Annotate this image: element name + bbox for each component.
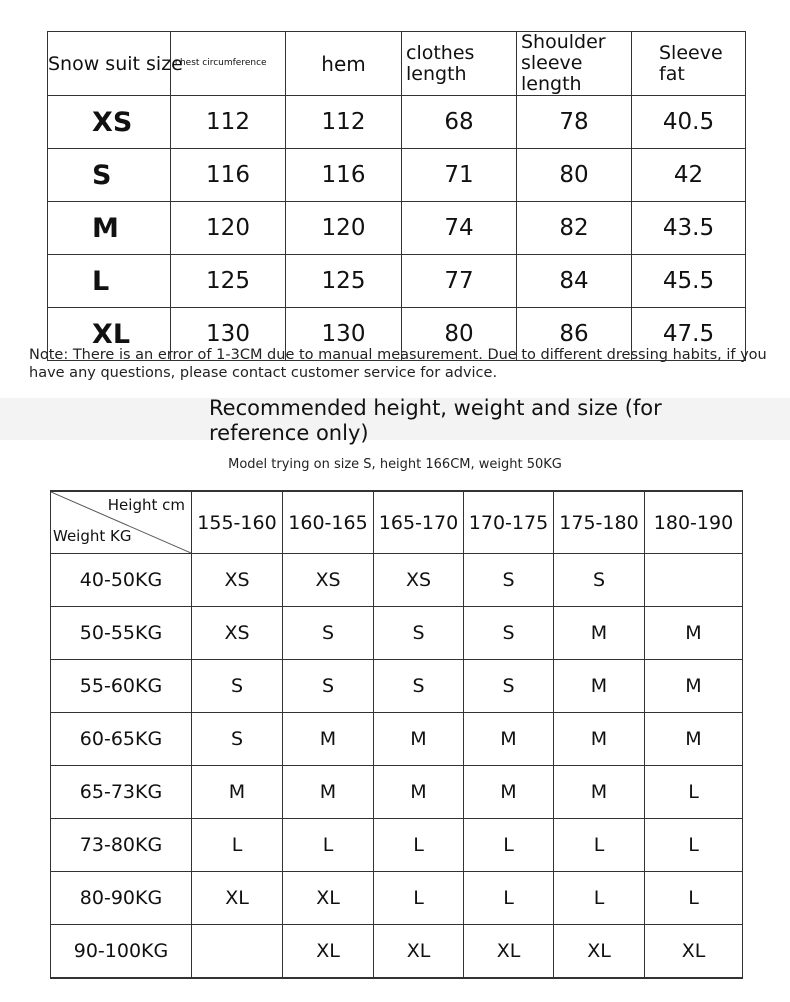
recommended-size-cell: L: [374, 872, 464, 925]
recommended-size-cell: XL: [464, 925, 554, 979]
measurement-cell: 116: [286, 149, 402, 202]
measurement-cell: 120: [171, 202, 286, 255]
weight-range-label: 73-80KG: [51, 819, 192, 872]
measurement-cell: 47.5: [632, 308, 746, 361]
header-chest: chest circumference: [171, 32, 286, 96]
height-range-header: 155-160: [192, 491, 283, 554]
recommended-size-cell: XS: [192, 607, 283, 660]
table-row: [51, 872, 743, 925]
size-label: XL: [48, 308, 171, 361]
recommended-size-cell: L: [464, 819, 554, 872]
recommended-size-cell: XS: [374, 554, 464, 607]
recommended-size-cell: M: [554, 660, 645, 713]
recommended-size-cell: M: [645, 713, 743, 766]
recommended-size-cell: M: [464, 713, 554, 766]
recommended-size-cell: L: [554, 819, 645, 872]
measurement-cell: 125: [171, 255, 286, 308]
table-row: [48, 202, 746, 255]
measurement-cell: 112: [286, 96, 402, 149]
recommended-size-cell: S: [374, 607, 464, 660]
recommended-size-cell: S: [283, 660, 374, 713]
size-label: M: [48, 202, 171, 255]
recommended-size-cell: S: [464, 607, 554, 660]
weight-range-label: 80-90KG: [51, 872, 192, 925]
corner-height-label: Height cm: [107, 496, 185, 514]
recommended-size-cell: S: [283, 607, 374, 660]
recommended-size-cell: XL: [645, 925, 743, 979]
table-row: [51, 660, 743, 713]
header-size: Snow suit size: [48, 32, 171, 96]
header-hem: hem: [286, 32, 402, 96]
model-note: Model trying on size S, height 166CM, weight 50KG: [228, 457, 562, 472]
recommendation-body: [51, 554, 743, 979]
recommended-size-cell: XS: [283, 554, 374, 607]
corner-weight-label: Weight KG: [53, 527, 132, 545]
size-label: S: [48, 149, 171, 202]
recommended-size-cell: XL: [283, 872, 374, 925]
measurement-cell: 112: [171, 96, 286, 149]
table-row: [51, 713, 743, 766]
measurement-cell: 82: [517, 202, 632, 255]
recommended-size-cell: L: [645, 819, 743, 872]
header-clothes-length: clothes length: [402, 32, 517, 96]
recommended-size-cell: M: [464, 766, 554, 819]
measurement-cell: 40.5: [632, 96, 746, 149]
weight-range-label: 60-65KG: [51, 713, 192, 766]
recommended-size-cell: XS: [192, 554, 283, 607]
size-label: XS: [48, 96, 171, 149]
measurement-cell: 84: [517, 255, 632, 308]
recommendation-title: Recommended height, weight and size (for reference only): [209, 396, 662, 445]
height-range-header: 160-165: [283, 491, 374, 554]
recommended-size-cell: M: [283, 766, 374, 819]
recommended-size-cell: S: [192, 713, 283, 766]
recommended-size-cell: L: [192, 819, 283, 872]
measurement-cell: 80: [517, 149, 632, 202]
recommended-size-cell: M: [554, 713, 645, 766]
height-range-header: 175-180: [554, 491, 645, 554]
recommended-size-cell: M: [283, 713, 374, 766]
recommended-size-cell: XL: [554, 925, 645, 979]
weight-range-label: 50-55KG: [51, 607, 192, 660]
recommended-size-cell: L: [283, 819, 374, 872]
measurement-cell: 74: [402, 202, 517, 255]
recommended-size-cell: XL: [374, 925, 464, 979]
weight-range-label: 90-100KG: [51, 925, 192, 979]
measurement-cell: 80: [402, 308, 517, 361]
measurement-cell: 86: [517, 308, 632, 361]
recommended-size-cell: S: [192, 660, 283, 713]
table-row: [51, 554, 743, 607]
table-row: [51, 925, 743, 979]
header-shoulder-sleeve: Shoulder sleeve length: [517, 32, 632, 96]
recommended-size-cell: M: [192, 766, 283, 819]
height-range-header: 180-190: [645, 491, 743, 554]
recommendation-header-row: [51, 491, 743, 554]
recommended-size-cell: M: [645, 607, 743, 660]
recommended-size-cell: L: [645, 872, 743, 925]
recommended-size-cell: L: [554, 872, 645, 925]
weight-range-label: 40-50KG: [51, 554, 192, 607]
table-row: [51, 607, 743, 660]
measurement-cell: 125: [286, 255, 402, 308]
table-row: [51, 766, 743, 819]
table-row: [48, 255, 746, 308]
size-chart-header-row: [48, 32, 746, 96]
measurement-cell: 78: [517, 96, 632, 149]
recommended-size-cell: XL: [283, 925, 374, 979]
measurement-cell: 77: [402, 255, 517, 308]
recommended-size-cell: S: [554, 554, 645, 607]
table-row: [48, 149, 746, 202]
measurement-cell: 43.5: [632, 202, 746, 255]
table-row: [48, 96, 746, 149]
measurement-cell: 130: [171, 308, 286, 361]
recommended-size-cell: S: [464, 554, 554, 607]
recommended-size-cell: S: [464, 660, 554, 713]
height-range-header: 170-175: [464, 491, 554, 554]
recommended-size-cell: M: [374, 766, 464, 819]
measurement-note: Note: There is an error of 1-3CM due to manual measurement. Due to different dressing habits, if you have any questions, please contact customer service for advice.: [29, 347, 767, 381]
corner-cell: [51, 491, 192, 554]
measurement-cell: 116: [171, 149, 286, 202]
height-range-header: 165-170: [374, 491, 464, 554]
measurement-cell: 68: [402, 96, 517, 149]
size-chart-body: [48, 96, 746, 361]
header-sleeve-fat: Sleeve fat: [632, 32, 746, 96]
measurement-cell: 71: [402, 149, 517, 202]
recommended-size-cell: [192, 925, 283, 979]
recommended-size-cell: L: [374, 819, 464, 872]
recommended-size-cell: XL: [192, 872, 283, 925]
recommended-size-cell: M: [554, 607, 645, 660]
recommended-size-cell: L: [464, 872, 554, 925]
recommended-size-cell: L: [645, 766, 743, 819]
measurement-cell: 45.5: [632, 255, 746, 308]
measurement-cell: 130: [286, 308, 402, 361]
recommended-size-cell: M: [645, 660, 743, 713]
size-label: L: [48, 255, 171, 308]
weight-range-label: 55-60KG: [51, 660, 192, 713]
recommended-size-cell: M: [554, 766, 645, 819]
recommended-size-cell: M: [374, 713, 464, 766]
weight-range-label: 65-73KG: [51, 766, 192, 819]
recommended-size-cell: [645, 554, 743, 607]
size-chart-table: [47, 31, 746, 361]
recommendation-table: [50, 490, 743, 979]
measurement-cell: 42: [632, 149, 746, 202]
recommended-size-cell: S: [374, 660, 464, 713]
table-row: [51, 819, 743, 872]
measurement-cell: 120: [286, 202, 402, 255]
